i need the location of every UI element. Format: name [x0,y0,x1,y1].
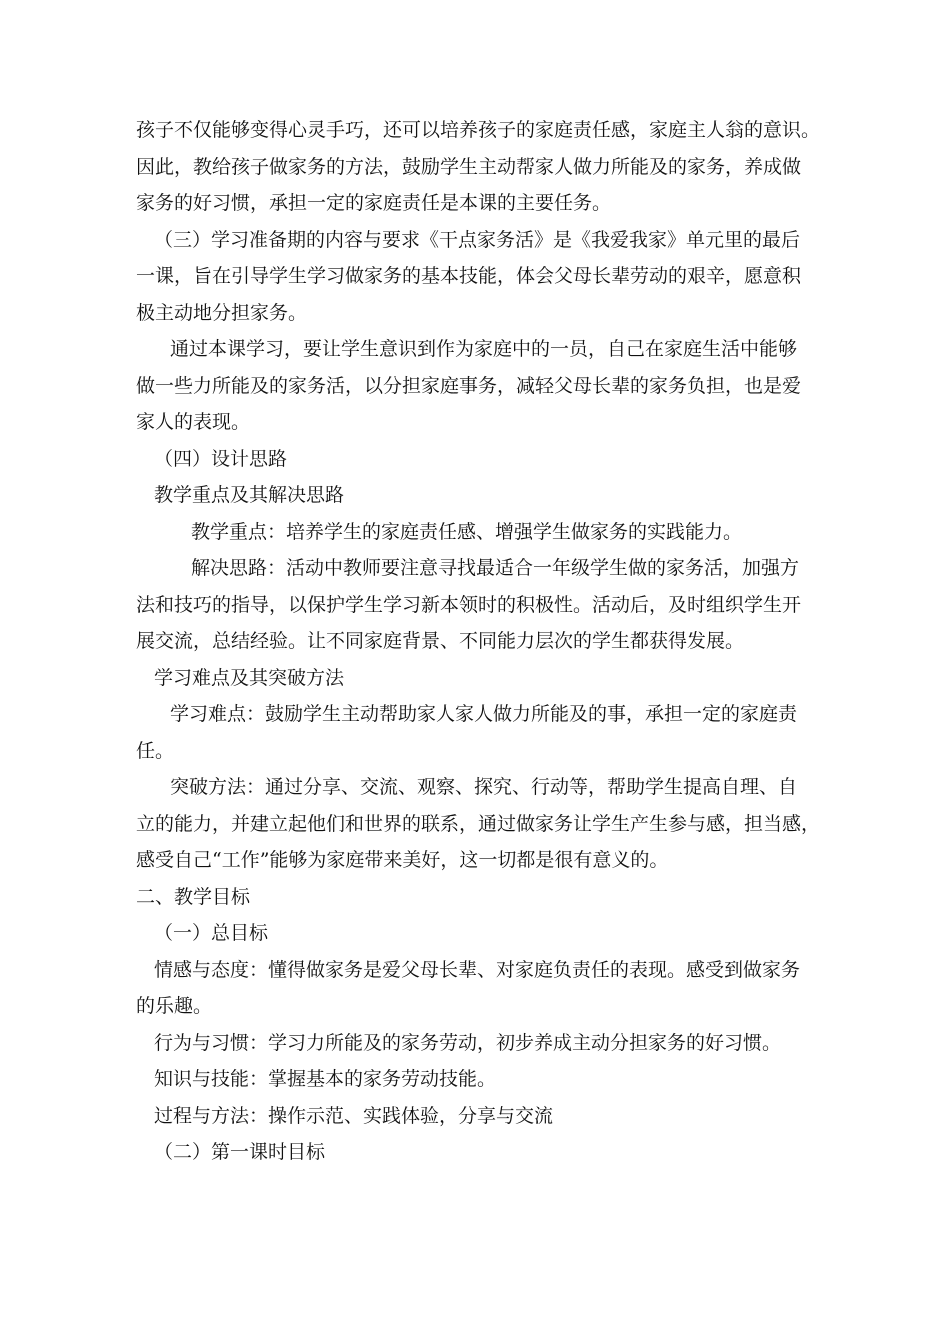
paragraph-line: 法和技巧的指导，以保护学生学习新本领时的积极性。活动后，及时组织学生开 [136,593,802,616]
paragraph-line: 解决思路：活动中教师要注意寻找最适合一年级学生做的家务活，加强方 [191,557,800,579]
paragraph-line: 展交流，总结经验。让不同家庭背景、不同能力层次的学生都获得发展。 [136,630,745,652]
paragraph-line: 的乐趣。 [136,995,213,1017]
section-heading: 二、教学目标 [136,885,251,908]
paragraph-line: 通过本课学习，要让学生意识到作为家庭中的一员，自己在家庭生活中能够 [170,338,798,360]
paragraph-line: 任。 [136,739,175,762]
subheading: 学习难点及其突破方法 [154,666,345,689]
subheading: （二）第一课时目标 [154,1141,326,1163]
paragraph-line: 立的能力，并建立起他们和世界的联系，通过做家务让学生产生参与感，担当感， [136,812,821,835]
paragraph-line: 学习难点：鼓励学生主动帮助家人家人做力所能及的事，承担一定的家庭责 [170,703,798,725]
paragraph-line: 做一些力所能及的家务活，以分担家庭事务，减轻父母长辈的家务负担，也是爱 [136,374,802,397]
paragraph-line: 过程与方法：操作示范、实践体验，分享与交流 [154,1104,554,1127]
paragraph-line: 知识与技能：掌握基本的家务劳动技能。 [154,1068,497,1090]
paragraph-line: 因此，教给孩子做家务的方法，鼓励学生主动帮家人做力所能及的家务，养成做 [136,155,802,178]
paragraph-line: 孩子不仅能够变得心灵手巧，还可以培养孩子的家庭责任感，家庭主人翁的意识。 [136,119,821,141]
document-body [136,112,826,1171]
paragraph-line: 一课，旨在引导学生学习做家务的基本技能，体会父母长辈劳动的艰辛，愿意积 [136,265,802,287]
paragraph-line: 家人的表现。 [136,411,251,433]
section-heading-line: （三）学习准备期的内容与要求《干点家务活》是《我爱我家》单元里的最后 [154,228,801,251]
subheading: （一）总目标 [154,922,269,944]
paragraph-line: 情感与态度：懂得做家务是爱父母长辈、对家庭负责任的表现。感受到做家务 [154,958,801,981]
paragraph-line: 行为与习惯：学习力所能及的家务劳动，初步养成主动分担家务的好习惯。 [154,1031,782,1054]
paragraph-line: 教学重点：培养学生的家庭责任感、增强学生做家务的实践能力。 [191,520,743,543]
section-heading: （四）设计思路 [154,447,288,470]
paragraph-line: 极主动地分担家务。 [136,301,308,324]
paragraph-line: 突破方法：通过分享、交流、观察、探究、行动等，帮助学生提高自理、自 [170,776,798,798]
paragraph-line: 感受自己“工作”能够为家庭带来美好，这一切都是很有意义的。 [136,849,669,871]
paragraph-line: 家务的好习惯，承担一定的家庭责任是本课的主要任务。 [136,192,612,214]
subheading: 教学重点及其解决思路 [154,484,345,506]
